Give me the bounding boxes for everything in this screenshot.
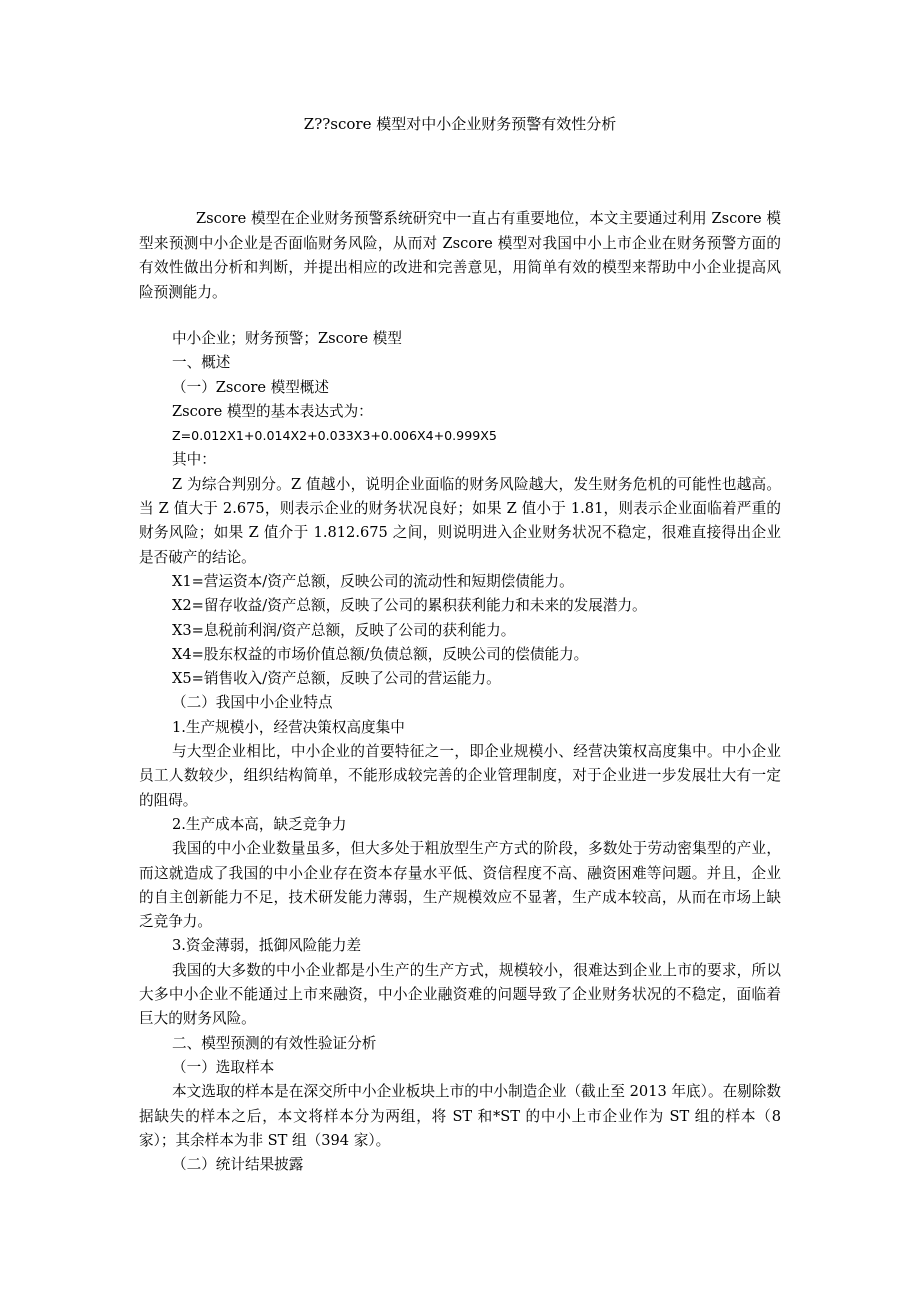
feature-3-paragraph: 我国的大多数的中小企业都是小生产的生产方式，规模较小，很难达到企业上市的要求，所以大多中小企业不能通过上市来融资，中小企业融资难的问题导致了企业财务状况的不稳定，面临着巨大的财务风险。: [139, 961, 781, 1028]
sample-paragraph: 本文选取的样本是在深交所中小企业板块上市的中小制造企业（截止至 2013 年底）。在剔除数据缺失的样本之后，本文将样本分为两组，将 ST 和*ST 的中小上市企业作为 ST 组的样本（8 家）；其余样本为非 ST 组（394 家）。: [139, 1083, 781, 1149]
feature-2-paragraph: 我国的中小企业数量虽多，但大多处于粗放型生产方式的阶段，多数处于劳动密集型的产业，而这就造成了我国的中小企业存在资本存量水平低、资信程度不高、融资困难等问题。并且，企业的自主创新能力不足，技术研发能力薄弱，生产规模效应不显著，生产成本较高，从而在市场上缺乏竞争力。: [139, 840, 781, 931]
x3-definition: X3=息税前利润/资产总额，反映了公司的获利能力。: [172, 621, 516, 639]
section-1-heading: 一、概述: [172, 354, 231, 372]
expression-intro: Zscore 模型的基本表达式为：: [172, 402, 373, 420]
document-body: [139, 327, 781, 1177]
section-2-heading: 二、模型预测的有效性验证分析: [172, 1034, 377, 1052]
feature-1-paragraph: 与大型企业相比，中小企业的首要特征之一，即企业规模小、经营决策权高度集中。中小企业员工人数较少，组织结构简单，不能形成较完善的企业管理制度，对于企业进一步发展壮大有一定的阻碍。: [139, 743, 781, 809]
section-1-2-heading: （二）我国中小企业特点: [172, 694, 333, 712]
feature-2-heading: 2.生产成本高，缺乏竞争力: [172, 815, 347, 833]
x5-definition: X5=销售收入/资产总额，反映了公司的营运能力。: [172, 670, 501, 688]
feature-3-heading: 3.资金薄弱，抵御风险能力差: [172, 937, 362, 955]
zscore-formula: Z=0.012X1+0.014X2+0.033X3+0.006X4+0.999X5: [172, 428, 497, 444]
abstract-paragraph: Zscore 模型在企业财务预警系统研究中一直占有重要地位，本文主要通过利用 Zscore 模型来预测中小企业是否面临财务风险，从而对 Zscore 模型对我国中小上市企业在财务预警方面的有效性做出分析和判断，并提出相应的改进和完善意见，用简单有效的模型来帮助中小企业提高风险预测能力。: [139, 210, 781, 301]
section-1-1-heading: （一）Zscore 模型概述: [172, 378, 329, 396]
z-description-paragraph: Z 为综合判别分。Z 值越小，说明企业面临的财务风险越大，发生财务危机的可能性也越高。当 Z 值大于 2.675，则表示企业的财务状况良好；如果 Z 值小于 1.81，则表示企业面临着严重的财务风险；如果 Z 值介于 1.812.675 之间，则说明进入企业财务状况不稳定，很难直接得出企业是否破产的结论。: [139, 475, 781, 566]
section-2-2-heading: （二）统计结果披露: [172, 1156, 304, 1174]
x2-definition: X2=留存收益/资产总额，反映了公司的累积获利能力和未来的发展潜力。: [172, 597, 647, 615]
x1-definition: X1=营运资本/资产总额，反映公司的流动性和短期偿债能力。: [172, 572, 574, 590]
section-2-1-heading: （一）选取样本: [172, 1058, 275, 1076]
feature-1-heading: 1.生产规模小，经营决策权高度集中: [172, 718, 405, 736]
document-title: Z??score 模型对中小企业财务预警有效性分析: [303, 115, 617, 133]
x4-definition: X4=股东权益的市场价值总额/负债总额，反映公司的偿债能力。: [172, 645, 589, 663]
keywords-line: 中小企业；财务预警；Zscore 模型: [172, 330, 402, 347]
where-label: 其中：: [172, 451, 216, 469]
